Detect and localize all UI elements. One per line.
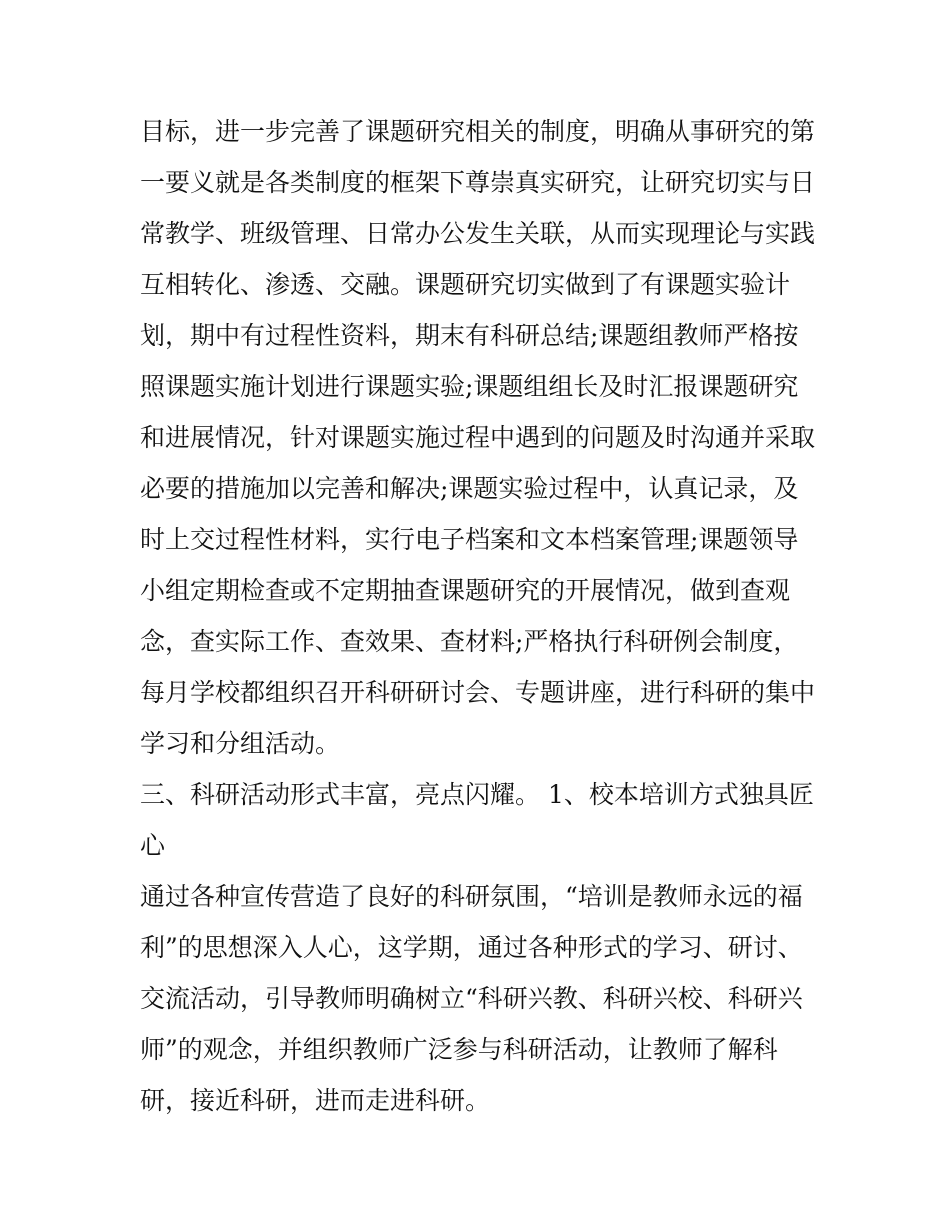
text-line: 时上交过程性材料，实行电子档案和文本档案管理;课题领导 [140,525,799,554]
text-line: 和进展情况，针对课题实施过程中遇到的问题及时沟通并采取 [140,423,816,452]
section-heading-line: 三、科研活动形式丰富，亮点闪耀。 1、校本培训方式独具匠 [140,780,814,809]
text-line: 每月学校都组织召开科研研讨会、专题讲座，进行科研的集中 [140,678,816,707]
text-line: 互相转化、渗透、交融。课题研究切实做到了有课题实验计 [140,270,791,299]
section-heading-line: 心 [140,831,166,860]
text-line: 必要的措施加以完善和解决;课题实验过程中，认真记录，及 [140,474,799,503]
text-line: 常教学、班级管理、日常办公发生关联，从而实现理论与实践 [140,219,816,248]
text-line: 师”的观念，并组织教师广泛参与科研活动，让教师了解科 [140,1035,778,1064]
text-line: 念，查实际工作、查效果、查材料;严格执行科研例会制度， [140,627,799,656]
text-line: 目标，进一步完善了课题研究相关的制度，明确从事研究的第 [140,117,816,146]
text-line: 研，接近科研，进而走进科研。 [140,1086,491,1115]
text-line: 照课题实施计划进行课题实验;课题组组长及时汇报课题研究 [140,372,799,401]
text-line: 一要义就是各类制度的框架下尊崇真实研究，让研究切实与日 [140,168,816,197]
text-line: 划，期中有过程性资料，期末有科研总结;课题组教师严格按 [140,321,799,350]
text-line: 小组定期检查或不定期抽查课题研究的开展情况，做到查观 [140,576,791,605]
text-line: 交流活动，引导教师明确树立“科研兴教、科研兴校、科研兴 [140,984,803,1013]
text-line: 利”的思想深入人心，这学期，通过各种形式的学习、研讨、 [140,933,803,962]
text-line: 学习和分组活动。 [140,729,341,758]
body-text [140,106,820,1126]
text-line: 通过各种宣传营造了良好的科研氛围，“培训是教师永远的福 [140,882,803,911]
